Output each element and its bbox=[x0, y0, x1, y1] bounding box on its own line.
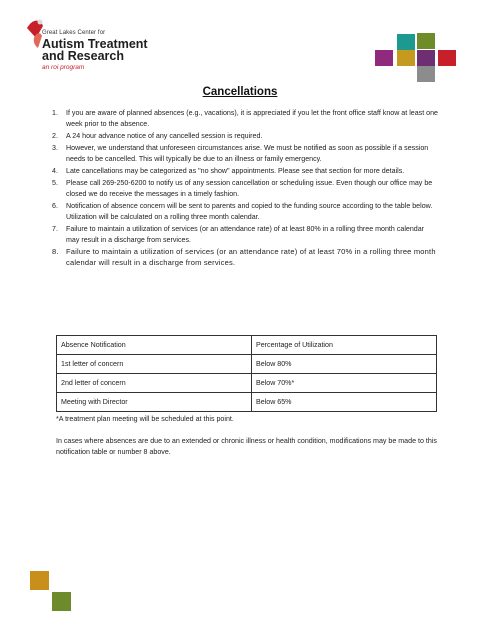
table-cell: Meeting with Director bbox=[57, 393, 252, 412]
table-cell: 2nd letter of concern bbox=[57, 374, 252, 393]
decor-square-footer-gold bbox=[30, 571, 49, 590]
list-item: 7. Failure to maintain a utilization of services (or an attendance rate) of at least 80% in a rolling three month calendar may result in a discharge from services. bbox=[52, 225, 425, 245]
logo-title-line2: and Research bbox=[42, 49, 124, 63]
table-cell: Below 65% bbox=[252, 393, 437, 412]
organization-logo bbox=[24, 14, 184, 74]
table-footnote: *A treatment plan meeting will be scheduled at this point. bbox=[56, 415, 234, 423]
decor-square-red bbox=[438, 50, 456, 66]
table-cell: 1st letter of concern bbox=[57, 355, 252, 374]
table-row bbox=[57, 374, 437, 393]
table-row bbox=[57, 393, 437, 412]
table-header-cell: Percentage of Utilization bbox=[252, 336, 437, 355]
cancellation-policy-list bbox=[52, 108, 438, 270]
page-title: Cancellations bbox=[202, 86, 278, 98]
decor-square-footer-olive bbox=[52, 592, 71, 611]
table-header-row bbox=[57, 336, 437, 355]
closing-paragraph: In cases where absences are due to an extended or chronic illness or health condition, modifications may be made to this notification table or number 8 above. bbox=[56, 437, 437, 456]
decor-square-teal bbox=[397, 34, 415, 50]
list-item: 1. If you are aware of planned absences (e.g., vacations), it is appreciated if you let the front office staff know at least one week prior to the absence. bbox=[52, 109, 438, 128]
list-item: 6. Notification of absence concern will be sent to parents and copied to the funding source according to the table below. Utilization will be calculated on a rolling three month calendar. bbox=[52, 202, 433, 222]
decor-square-purple bbox=[417, 50, 435, 66]
list-item: 8. Failure to maintain a utilization of services (or an attendance rate) of at least 70% in a rolling three month calendar will result in a discharge from services. bbox=[52, 247, 436, 268]
decor-square-gold bbox=[397, 50, 415, 66]
list-item: 5. Please call 269-250-6200 to notify us of any session cancellation or scheduling issue. Even though our office may be closed we do receive the messages in a timely fashion. bbox=[52, 179, 433, 199]
table-row bbox=[57, 355, 437, 374]
list-item: 2. A 24 hour advance notice of any cancelled session is required. bbox=[52, 132, 263, 140]
list-item: 3. However, we understand that unforeseen circumstances arise. We must be notified as soon as possible if a session needs to be cancelled. This will typically be due to an illness or family emergency. bbox=[52, 144, 429, 163]
list-item: 4. Late cancellations may be categorized as "no show" appointments. Please see that section for more details. bbox=[52, 167, 405, 176]
logo-title-line1: Autism Treatment bbox=[42, 37, 148, 51]
decor-square-gray bbox=[417, 66, 435, 82]
table-cell: Below 70%* bbox=[252, 374, 437, 393]
table-header-cell: Absence Notification bbox=[57, 336, 252, 355]
logo-org-name: Great Lakes Center for bbox=[42, 30, 106, 36]
logo-program: an roi program bbox=[42, 64, 85, 71]
table-cell: Below 80% bbox=[252, 355, 437, 374]
notification-table bbox=[56, 335, 437, 412]
decor-square-olive bbox=[417, 33, 435, 49]
decor-square-magenta bbox=[375, 50, 393, 66]
